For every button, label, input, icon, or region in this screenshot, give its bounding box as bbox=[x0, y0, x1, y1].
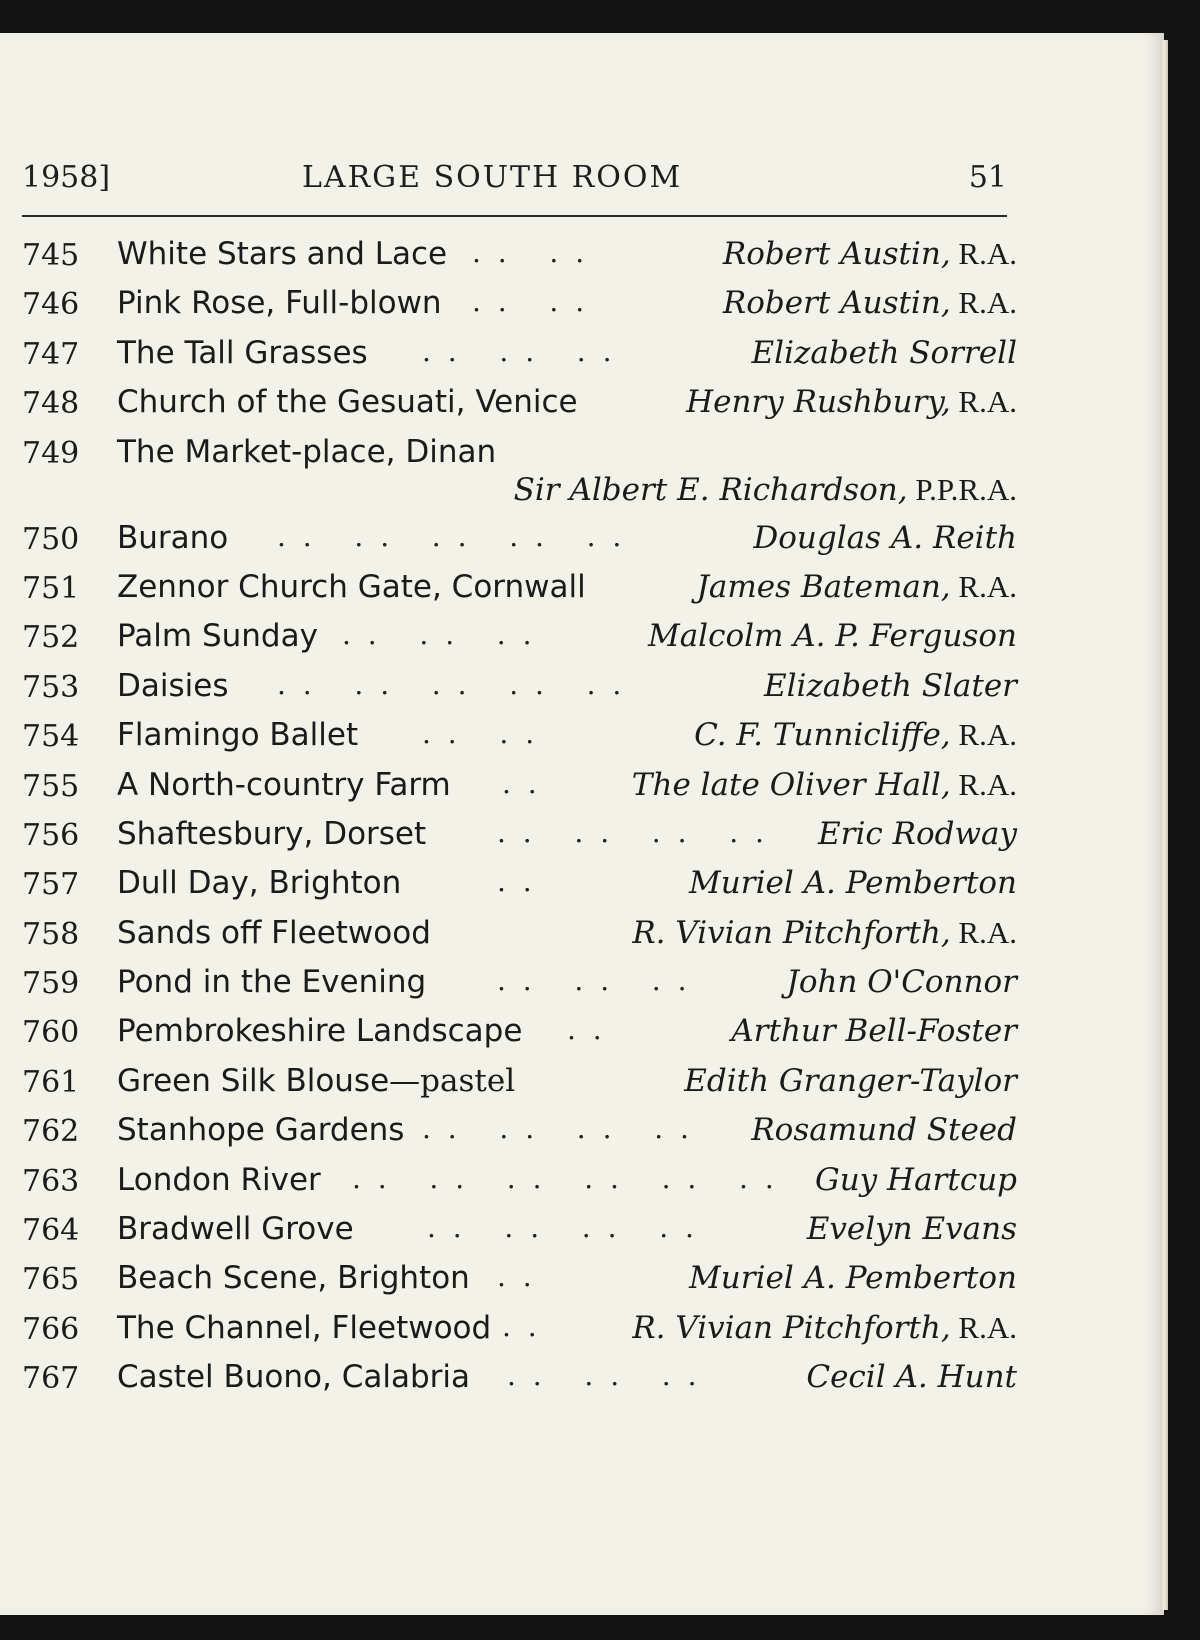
entry-artist bbox=[815, 1162, 1017, 1198]
entry-artist bbox=[807, 1211, 1017, 1247]
entry-title: Palm Sunday bbox=[117, 618, 318, 655]
dot-leader: . . bbox=[497, 865, 536, 899]
entry-title: The Channel, Fleetwood bbox=[117, 1309, 492, 1346]
dot-leader: . . . . . . . . bbox=[427, 1211, 698, 1245]
dot-leader: . . . . . . bbox=[422, 334, 616, 368]
artist-name: C. F. Tunnicliffe, bbox=[694, 717, 951, 754]
artist-honour: R.A. bbox=[950, 236, 1017, 271]
artist-name: Douglas A. Reith bbox=[753, 519, 1017, 556]
artist-name: Elizabeth Sorrell bbox=[751, 334, 1017, 371]
catalogue-entry bbox=[22, 1254, 1017, 1303]
catalogue-entry bbox=[22, 612, 1017, 661]
entry-title: Pink Rose, Full-blown bbox=[117, 285, 442, 322]
artist-honour: R.A. bbox=[950, 384, 1017, 420]
entry-artist bbox=[694, 717, 1017, 753]
entry-number: 756 bbox=[22, 817, 80, 853]
dot-leader: . . . . bbox=[472, 285, 589, 319]
artist-honour: R.A. bbox=[950, 717, 1017, 753]
entry-title: Daisies bbox=[117, 667, 229, 704]
entry-title: Sands off Fleetwood bbox=[117, 914, 431, 951]
catalogue-entry bbox=[22, 563, 1017, 612]
dot-leader: . . . . bbox=[472, 236, 589, 269]
entry-artist bbox=[689, 1260, 1017, 1296]
entry-artist bbox=[806, 1359, 1017, 1395]
entry-artist bbox=[723, 236, 1017, 272]
running-header bbox=[22, 152, 1007, 202]
entry-number: 765 bbox=[22, 1262, 80, 1298]
catalogue-entry bbox=[22, 1156, 1017, 1205]
artist-name: Muriel A. Pemberton bbox=[689, 865, 1017, 902]
entry-title: The Market-place, Dinan bbox=[117, 433, 497, 470]
entry-title: Zennor Church Gate, Cornwall bbox=[117, 568, 586, 605]
dot-leader: . . bbox=[502, 1309, 541, 1343]
entry-artist bbox=[632, 915, 1017, 951]
catalogue-entry bbox=[22, 1007, 1017, 1056]
entry-title-main: Green Silk Blouse bbox=[117, 1062, 390, 1099]
catalogue-entry bbox=[22, 329, 1017, 378]
catalogue-list bbox=[22, 230, 1017, 1403]
entry-title: A North-country Farm bbox=[117, 766, 451, 803]
entry-title: Dull Day, Brighton bbox=[117, 865, 402, 902]
entry-title: Church of the Gesuati, Venice bbox=[117, 384, 578, 421]
catalogue-entry bbox=[22, 711, 1017, 760]
entry-number: 755 bbox=[22, 768, 80, 804]
artist-name: Sir Albert E. Richardson, bbox=[513, 471, 908, 508]
entry-number: 745 bbox=[22, 238, 80, 273]
artist-name: Arthur Bell-Foster bbox=[731, 1013, 1017, 1050]
entry-artist bbox=[753, 520, 1017, 556]
artist-name: Eric Rodway bbox=[818, 815, 1017, 852]
artist-name: Cecil A. Hunt bbox=[806, 1359, 1017, 1396]
dot-leader: . . . . . . . . bbox=[422, 1112, 693, 1146]
entry-number: 746 bbox=[22, 287, 80, 323]
entry-title: London River bbox=[117, 1161, 321, 1198]
entry-title: Stanhope Gardens bbox=[117, 1112, 405, 1149]
catalogue-entry bbox=[22, 1304, 1017, 1353]
catalogue-entry bbox=[22, 1353, 1017, 1402]
entry-artist bbox=[752, 335, 1017, 371]
entry-artist bbox=[514, 472, 1017, 508]
catalogue-entry bbox=[22, 1106, 1017, 1155]
entry-number: 751 bbox=[22, 570, 80, 606]
entry-artist bbox=[686, 384, 1017, 420]
entry-artist bbox=[632, 1310, 1017, 1346]
artist-honour: R.A. bbox=[950, 285, 1017, 321]
entry-artist bbox=[684, 1063, 1017, 1099]
entry-number: 759 bbox=[22, 966, 80, 1002]
entry-artist bbox=[689, 865, 1017, 901]
dot-leader: . . bbox=[497, 1260, 536, 1294]
entry-title: Castel Buono, Calabria bbox=[117, 1359, 470, 1396]
entry-number: 764 bbox=[22, 1213, 80, 1249]
entry-title: Shaftesbury, Dorset bbox=[117, 815, 427, 852]
entry-number: 749 bbox=[22, 435, 80, 471]
entry-number: 757 bbox=[22, 867, 80, 903]
artist-name: Robert Austin, bbox=[722, 285, 951, 322]
catalogue-entry bbox=[22, 761, 1017, 810]
catalogue-entry bbox=[22, 662, 1017, 711]
artist-name: Elizabeth Slater bbox=[764, 667, 1017, 704]
entry-number: 761 bbox=[22, 1064, 80, 1100]
entry-artist bbox=[632, 767, 1017, 803]
entry-number: 753 bbox=[22, 669, 80, 705]
catalogue-entry bbox=[22, 810, 1017, 859]
dot-leader: . . bbox=[567, 1013, 606, 1047]
entry-number: 763 bbox=[22, 1163, 80, 1199]
entry-artist bbox=[731, 1013, 1017, 1049]
dot-leader: . . . . . . . . bbox=[497, 815, 768, 849]
artist-name: Rosamund Steed bbox=[751, 1112, 1017, 1149]
page-number: 51 bbox=[968, 160, 1007, 195]
artist-honour: R.A. bbox=[950, 914, 1017, 950]
artist-name: Robert Austin, bbox=[722, 236, 951, 272]
artist-honour: R.A. bbox=[950, 1309, 1017, 1345]
header-year: 1958] bbox=[22, 160, 111, 195]
entry-number: 758 bbox=[22, 916, 80, 952]
entry-artist bbox=[818, 816, 1017, 852]
catalogue-entry bbox=[22, 859, 1017, 908]
entry-title: Bradwell Grove bbox=[117, 1211, 354, 1248]
entry-title: Pembrokeshire Landscape bbox=[117, 1013, 523, 1050]
catalogue-entry bbox=[22, 428, 1017, 514]
artist-name: Muriel A. Pemberton bbox=[689, 1260, 1017, 1297]
entry-title: White Stars and Lace bbox=[117, 236, 448, 272]
dot-leader: . . . . bbox=[422, 717, 539, 751]
entry-number: 767 bbox=[22, 1361, 80, 1397]
entry-number: 747 bbox=[22, 336, 80, 372]
artist-honour: R.A. bbox=[950, 568, 1017, 604]
entry-number: 760 bbox=[22, 1015, 80, 1051]
entry-artist bbox=[648, 618, 1017, 654]
entry-title bbox=[117, 1063, 515, 1099]
entry-number: 752 bbox=[22, 620, 80, 656]
page-edge bbox=[1160, 40, 1168, 1610]
entry-number: 748 bbox=[22, 386, 80, 422]
page-title: LARGE SOUTH ROOM bbox=[302, 160, 683, 195]
catalogue-entry bbox=[22, 514, 1017, 563]
catalogue-entry bbox=[22, 1205, 1017, 1254]
dot-leader: . . . . . . . . . . bbox=[277, 519, 626, 553]
entry-title: Flamingo Ballet bbox=[117, 717, 359, 754]
artist-name: Henry Rushbury, bbox=[686, 384, 951, 421]
header-rule bbox=[22, 215, 1007, 217]
entry-number: 766 bbox=[22, 1311, 80, 1347]
catalogue-entry bbox=[22, 378, 1017, 427]
catalogue-entry bbox=[22, 1057, 1017, 1106]
catalogue-entry bbox=[22, 909, 1017, 958]
entry-title: Burano bbox=[117, 519, 229, 556]
dot-leader: . . . . . . . . . . bbox=[277, 667, 626, 701]
artist-honour: R.A. bbox=[950, 766, 1017, 802]
artist-name: Evelyn Evans bbox=[806, 1211, 1017, 1248]
entry-number: 750 bbox=[22, 521, 80, 557]
entry-artist bbox=[751, 1112, 1017, 1148]
entry-artist bbox=[786, 964, 1017, 1000]
entry-artist bbox=[764, 668, 1017, 704]
dot-leader: . . . . . . bbox=[497, 964, 691, 998]
artist-honour: P.P.R.A. bbox=[907, 471, 1017, 507]
artist-name: Edith Granger-Taylor bbox=[684, 1062, 1017, 1099]
artist-name: Malcolm A. P. Ferguson bbox=[647, 618, 1017, 655]
catalogue-entry bbox=[22, 230, 1017, 279]
entry-title: The Tall Grasses bbox=[117, 334, 368, 371]
entry-artist bbox=[723, 285, 1017, 321]
artist-name: Guy Hartcup bbox=[814, 1161, 1017, 1198]
dot-leader: . . bbox=[502, 766, 541, 800]
dot-leader: . . . . . . bbox=[342, 618, 536, 652]
catalogue-entry bbox=[22, 958, 1017, 1007]
entry-artist bbox=[696, 569, 1017, 605]
entry-title: Pond in the Evening bbox=[117, 964, 427, 1001]
catalogue-entry bbox=[22, 279, 1017, 328]
dot-leader: . . . . . . . . . . . . bbox=[352, 1161, 791, 1195]
entry-title: Beach Scene, Brighton bbox=[117, 1260, 470, 1297]
artist-name: R. Vivian Pitchforth, bbox=[632, 1309, 951, 1346]
artist-name: James Bateman, bbox=[696, 568, 951, 605]
entry-title-medium: —pastel bbox=[389, 1062, 516, 1099]
entry-number: 754 bbox=[22, 719, 80, 755]
entry-number: 762 bbox=[22, 1114, 80, 1150]
artist-name: R. Vivian Pitchforth, bbox=[632, 914, 951, 951]
dot-leader: . . . . . . bbox=[507, 1359, 701, 1393]
artist-name: The late Oliver Hall, bbox=[631, 766, 951, 803]
artist-name: John O'Connor bbox=[786, 964, 1017, 1001]
